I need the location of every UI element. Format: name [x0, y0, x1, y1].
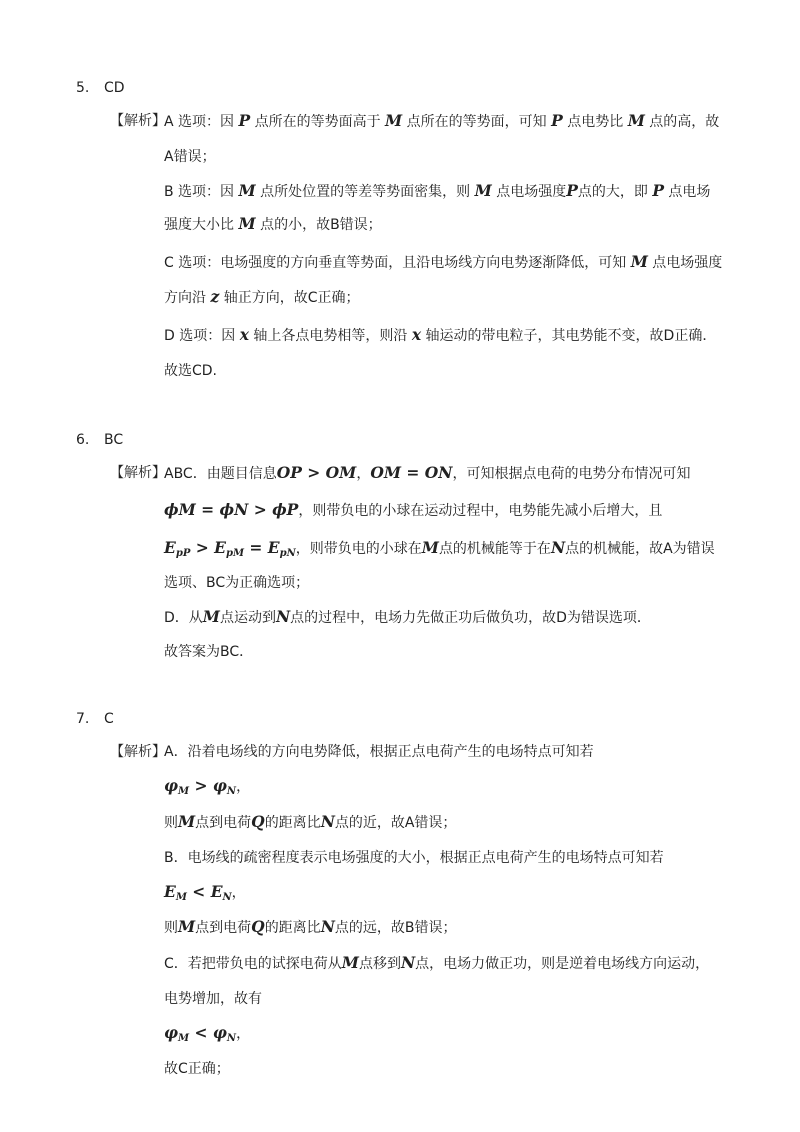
math-symbol: Q [251, 812, 265, 831]
explanation-line [164, 882, 246, 908]
line-text: D 选项：因 [164, 328, 240, 344]
math-symbol: M [178, 812, 196, 831]
line-text: 点到电荷 [195, 815, 252, 831]
line-text: ， [231, 885, 246, 901]
explanation-line [164, 325, 716, 346]
math-symbol: P [652, 181, 664, 200]
line-text: 轴上各点电势相等，则沿 [248, 328, 412, 344]
explanation-line [164, 463, 690, 484]
line-text: 点电场强度 [491, 184, 567, 200]
line-text: A错误； [164, 149, 216, 165]
answer-text: BC [104, 432, 124, 448]
explanation-line [164, 252, 722, 273]
line-text: 故C正确； [164, 1061, 230, 1077]
math-symbol: M [238, 214, 256, 233]
explanation-line [164, 361, 217, 381]
line-text: 点的过程中，电场力先做正功后做负功，故D为错误选项． [290, 610, 651, 626]
math-symbol: P [238, 111, 251, 130]
line-text: ，可知根据点电荷的电势分布情况可知 [452, 466, 691, 482]
math-symbol: OM = ON [370, 463, 453, 482]
analysis-tag: 【解析】 [110, 113, 166, 129]
math-symbol: Q [251, 917, 265, 936]
line-text: 选项、BC为正确选项； [164, 575, 310, 591]
explanation-line [164, 573, 309, 593]
line-text: 电势增加，故有 [164, 991, 262, 1007]
line-text: 点的机械能，故A为错误 [565, 541, 715, 557]
question-number: 5. [76, 80, 90, 96]
line-text: 点的高，故 [644, 114, 720, 130]
math-symbol: $E_M < E_N$ [164, 882, 232, 903]
line-text: 故选CD. [164, 363, 218, 379]
math-symbol: P [566, 181, 578, 200]
line-text: ， [356, 466, 371, 482]
math-symbol: x [239, 325, 249, 344]
line-text: B 选项：因 [164, 184, 239, 200]
line-text: 轴正方向，故C正确； [219, 290, 360, 306]
math-symbol: M [178, 917, 196, 936]
math-symbol: M [202, 607, 220, 626]
line-text: 故答案为BC． [164, 644, 254, 660]
math-symbol: M [341, 953, 359, 972]
line-text: ， [236, 779, 251, 795]
explanation-line [164, 742, 594, 762]
explanation-line [164, 111, 719, 132]
math-symbol: M [474, 181, 492, 200]
line-text: C 选项：电场强度的方向垂直等势面，且沿电场线方向电势逐渐降低，可知 [164, 255, 631, 271]
explanation-line [164, 1023, 250, 1049]
math-symbol: M [385, 111, 403, 130]
analysis-tag: 【解析】 [110, 744, 166, 760]
explanation-line [164, 642, 253, 662]
line-text: 点移到 [358, 956, 401, 972]
math-symbol: $\varphi_M > \varphi_N$ [164, 776, 237, 797]
line-text: 则 [164, 920, 178, 936]
line-text: 点的机械能等于在 [438, 541, 551, 557]
line-text: ，则带负电的小球在运动过程中，电势能先减小后增大，且 [298, 503, 663, 519]
line-text: A 选项：因 [164, 114, 239, 130]
explanation-line [164, 287, 360, 308]
math-symbol: M [238, 181, 256, 200]
line-text: 的距离比 [264, 920, 321, 936]
line-text: A．沿着电场线的方向电势降低，根据正点电荷产生的电场特点可知若 [164, 744, 594, 760]
line-text: 点的大，即 [577, 184, 653, 200]
question-number: 6. [76, 432, 90, 448]
explanation-line [164, 607, 651, 628]
line-text: 点电场强度 [647, 255, 723, 271]
math-symbol: N [320, 812, 335, 831]
math-symbol: N [550, 538, 566, 557]
explanation-line [164, 181, 710, 202]
line-text: 点电势比 [562, 114, 628, 130]
explanation-line [164, 147, 216, 167]
question-number: 7. [76, 711, 90, 727]
line-text: ABC．由题目信息 [164, 466, 277, 482]
line-text: ， [236, 1026, 251, 1042]
math-symbol: P [551, 111, 563, 130]
math-symbol: M [630, 252, 648, 271]
line-text: 点所在的等势面，可知 [402, 114, 552, 130]
explanation-line [164, 538, 715, 564]
line-text: 则 [164, 815, 178, 831]
line-text: D．从 [164, 610, 203, 626]
line-text: C．若把带负电的试探电荷从 [164, 956, 342, 972]
line-text: ，则带负电的小球在 [295, 541, 422, 557]
line-text: 点的近，故A错误； [334, 815, 457, 831]
explanation-line [164, 848, 664, 868]
math-symbol: $E_{pP} > E_{pM} = E_{pN}$ [164, 538, 296, 559]
line-text: 点，电场力做正功，则是逆着电场线方向运动， [415, 956, 710, 972]
line-text: 点电场 [663, 184, 711, 200]
explanation-line [164, 776, 250, 802]
answer-text: CD [104, 80, 125, 96]
line-text: 点到电荷 [195, 920, 252, 936]
analysis-tag: 【解析】 [110, 465, 166, 481]
answer-text: C [104, 711, 114, 727]
line-text: 的距离比 [264, 815, 321, 831]
math-symbol: N [275, 607, 291, 626]
explanation-line [164, 917, 456, 938]
line-text: B．电场线的疏密程度表示电场强度的大小，根据正点电荷产生的电场特点可知若 [164, 850, 664, 866]
explanation-line [164, 812, 456, 833]
line-text: 点运动到 [219, 610, 276, 626]
math-symbol: x [411, 325, 422, 344]
math-symbol: $\varphi_M < \varphi_N$ [164, 1023, 237, 1044]
explanation-line [164, 1059, 230, 1079]
line-text: 强度大小比 [164, 217, 239, 233]
line-text: 方向沿 [164, 290, 211, 306]
math-symbol: M [421, 538, 439, 557]
explanation-line [164, 989, 262, 1009]
math-symbol: M [627, 111, 645, 130]
math-symbol: N [320, 917, 335, 936]
line-text: 点所处位置的等差等势面密集，则 [255, 184, 475, 200]
line-text: 轴运动的带电粒子，其电势能不变，故D正确． [421, 328, 717, 344]
explanation-line [164, 500, 662, 521]
line-text: 点的小，故B错误； [255, 217, 382, 233]
math-symbol: z [210, 287, 220, 306]
math-symbol: N [400, 953, 416, 972]
math-symbol: ϕM = ϕN > ϕP [164, 500, 299, 519]
explanation-line [164, 214, 382, 235]
explanation-line [164, 953, 709, 974]
math-symbol: OP > OM [276, 463, 357, 482]
line-text: 点的远，故B错误； [334, 920, 457, 936]
line-text: 点所在的等势面高于 [250, 114, 386, 130]
